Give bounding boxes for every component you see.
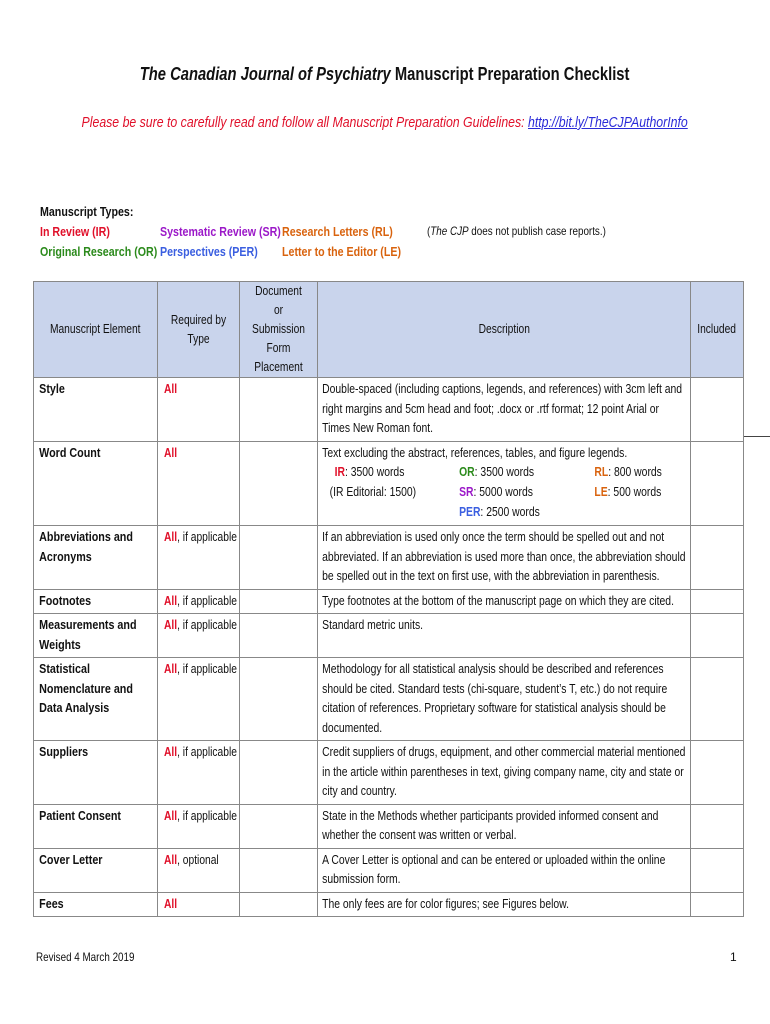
- type-le: Letter to the Editor (LE): [282, 244, 402, 259]
- element-cell: [34, 848, 158, 892]
- element-cell: [34, 589, 158, 614]
- required-qualifier: , if applicable: [177, 593, 237, 608]
- description-cell: [318, 658, 691, 741]
- required-cell: [158, 589, 240, 614]
- placement-cell[interactable]: [240, 892, 318, 917]
- element-label: Abbreviations and Acronyms: [39, 530, 133, 564]
- divider-line: [744, 436, 770, 437]
- description-text: Double-spaced (including captions, legends, and references) with 3cm left and right margins and 5cm head and foot; .docx or .rtf format; 12 point Arial or Times New Roman font.: [322, 382, 683, 435]
- element-label: Style: [39, 382, 65, 396]
- element-cell: [34, 441, 158, 526]
- required-cell: [158, 378, 240, 442]
- required-qualifier: , if applicable: [177, 662, 237, 676]
- table-row: [34, 741, 744, 805]
- element-cell: [34, 614, 158, 658]
- required-qualifier: , if applicable: [177, 808, 237, 823]
- type-per: Perspectives (PER): [160, 244, 258, 259]
- notice-text: Please be sure to carefully read and follow all Manuscript Preparation Guidelines:: [81, 114, 529, 131]
- included-checkbox-cell[interactable]: [691, 441, 744, 526]
- included-checkbox-cell[interactable]: [691, 741, 744, 805]
- required-all: All: [164, 745, 178, 759]
- required-cell: [158, 892, 240, 917]
- element-cell: [34, 804, 158, 848]
- included-checkbox-cell[interactable]: [691, 526, 744, 590]
- description-cell: [318, 526, 691, 590]
- table-row: [34, 892, 744, 917]
- placement-cell[interactable]: [240, 589, 318, 614]
- included-checkbox-cell[interactable]: [691, 848, 744, 892]
- page-title: [0, 64, 770, 85]
- page-number: 1: [730, 950, 737, 964]
- element-label: Word Count: [39, 445, 101, 460]
- type-sr: Systematic Review (SR): [160, 224, 281, 239]
- included-checkbox-cell[interactable]: [691, 804, 744, 848]
- required-cell: [158, 614, 240, 658]
- required-cell: [158, 526, 240, 590]
- type-or: Original Research (OR): [40, 244, 158, 259]
- case-report-note: (The CJP does not publish case reports.): [427, 224, 606, 238]
- placement-cell[interactable]: [240, 526, 318, 590]
- element-cell: [34, 741, 158, 805]
- required-all: All: [164, 662, 178, 676]
- table-row: [34, 378, 744, 442]
- description-cell: [318, 614, 691, 658]
- word-count-grid: IR: 3500 words (IR Editorial: 1500) OR: 3500 words SR: 5000 words PER: 2500 words RL: 800 words LE: 500 words: [329, 465, 662, 519]
- description-text: A Cover Letter is optional and can be entered or uploaded within the online submission form.: [322, 852, 666, 886]
- placement-cell[interactable]: [240, 741, 318, 805]
- description-cell: [318, 804, 691, 848]
- description-cell: [318, 892, 691, 917]
- required-all: All: [164, 896, 178, 911]
- required-qualifier: , if applicable: [177, 618, 237, 632]
- included-checkbox-cell[interactable]: [691, 658, 744, 741]
- guidelines-link[interactable]: http://bit.ly/TheCJPAuthorInfo: [528, 114, 689, 131]
- included-checkbox-cell[interactable]: [691, 589, 744, 614]
- description-text: Text excluding the abstract, references, tables, and figure legends.: [322, 445, 628, 460]
- placement-cell[interactable]: [240, 804, 318, 848]
- placement-cell[interactable]: [240, 848, 318, 892]
- header-included: Included: [691, 282, 744, 378]
- title-journal: The Canadian Journal of Psychiatry: [140, 64, 392, 84]
- placement-cell[interactable]: [240, 658, 318, 741]
- required-all: All: [164, 382, 178, 396]
- required-cell: [158, 741, 240, 805]
- table-row: [34, 526, 744, 590]
- description-cell: [318, 589, 691, 614]
- title-rest: Manuscript Preparation Checklist: [391, 64, 630, 84]
- element-cell: [34, 658, 158, 741]
- table-row: [34, 658, 744, 741]
- placement-cell[interactable]: [240, 614, 318, 658]
- included-checkbox-cell[interactable]: [691, 892, 744, 917]
- header-element: Manuscript Element: [34, 282, 158, 378]
- required-all: All: [164, 618, 178, 632]
- table-row: [34, 848, 744, 892]
- required-cell: [158, 848, 240, 892]
- description-text: Type footnotes at the bottom of the manuscript page on which they are cited.: [322, 593, 674, 608]
- checklist-table: [33, 281, 744, 917]
- element-cell: [34, 378, 158, 442]
- required-all: All: [164, 445, 178, 460]
- required-qualifier: , if applicable: [177, 530, 237, 544]
- element-label: Fees: [39, 896, 64, 911]
- element-label: Measurements and Weights: [39, 618, 137, 652]
- description-text: Standard metric units.: [322, 618, 424, 632]
- element-label: Cover Letter: [39, 852, 103, 867]
- description-text: The only fees are for color figures; see Figures below.: [322, 896, 569, 911]
- element-label: Patient Consent: [39, 808, 121, 823]
- included-checkbox-cell[interactable]: [691, 378, 744, 442]
- required-qualifier: , optional: [177, 852, 219, 867]
- type-rl: Research Letters (RL): [282, 224, 393, 239]
- required-qualifier: , if applicable: [177, 745, 237, 759]
- required-all: All: [164, 808, 178, 823]
- description-text: Methodology for all statistical analysis should be described and references should be cited. Standard tests (chi-square, student’s T, etc.) do not require citation of references. Proprietary software for statistical analysis should be documented.: [322, 662, 668, 735]
- header-required: Required by Type: [158, 282, 240, 378]
- element-label: Footnotes: [39, 593, 92, 608]
- revision-date: Revised 4 March 2019: [36, 950, 135, 964]
- description-cell: [318, 378, 691, 442]
- description-text: If an abbreviation is used only once the term should be spelled out and not abbreviated. If an abbreviation is used more than once, the abbreviation should be spelled out in the text on first use, with the abbreviation in parenthesis.: [322, 530, 686, 583]
- element-cell: [34, 892, 158, 917]
- type-ir: In Review (IR): [40, 224, 110, 239]
- placement-cell[interactable]: [240, 378, 318, 442]
- required-all: All: [164, 593, 178, 608]
- description-cell: [318, 741, 691, 805]
- element-cell: [34, 526, 158, 590]
- placement-cell[interactable]: [240, 441, 318, 526]
- manuscript-types-heading: Manuscript Types:: [40, 204, 134, 219]
- included-checkbox-cell[interactable]: [691, 614, 744, 658]
- description-cell: [318, 441, 691, 526]
- required-cell: [158, 658, 240, 741]
- table-row: [34, 804, 744, 848]
- guidelines-notice: [0, 114, 770, 131]
- description-text: State in the Methods whether participants provided informed consent and whether the consent was written or verbal.: [322, 808, 659, 842]
- table-row: [34, 614, 744, 658]
- element-label: Statistical Nomenclature and Data Analysis: [39, 662, 133, 715]
- table-row: [34, 441, 744, 526]
- required-cell: [158, 804, 240, 848]
- table-row: [34, 589, 744, 614]
- header-placement: Document or Submission Form Placement: [240, 282, 318, 378]
- required-all: All: [164, 852, 178, 867]
- header-description: Description: [318, 282, 691, 378]
- required-all: All: [164, 530, 178, 544]
- required-cell: [158, 441, 240, 526]
- description-text: Credit suppliers of drugs, equipment, and other commercial material mentioned in the article within parentheses in text, giving company name, city and state or city and country.: [322, 745, 686, 798]
- element-label: Suppliers: [39, 745, 89, 759]
- table-header-row: [34, 282, 744, 378]
- description-cell: [318, 848, 691, 892]
